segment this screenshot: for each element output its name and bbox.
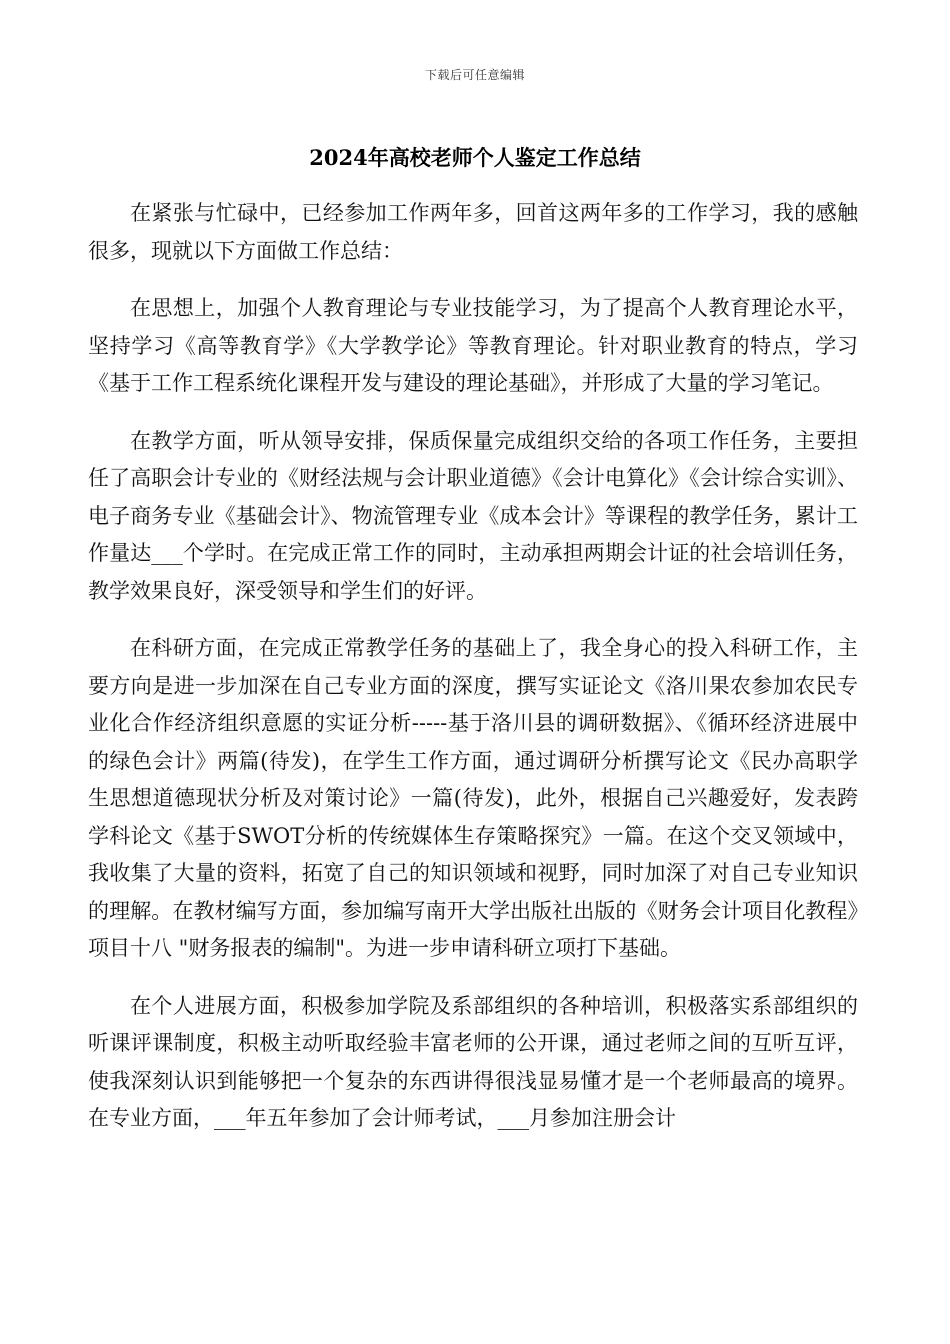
document-body xyxy=(88,195,858,1158)
paragraph-research: 在科研方面，在完成正常教学任务的基础上了，我全身心的投入科研工作，主要方向是进一步加深在自己专业方面的深度，撰写实证论文《洛川果农参加农民专业化合作经济组织意愿的实证分析-----基于洛川县的调研数据》、《循环经济进展中的绿色会计》两篇(待发)，在学生工作方面，通过调研分析撰写论文《民办高职学生思想道德现状分析及对策讨论》一篇(待发)，此外，根据自己兴趣爱好，发表跨学科论文《基于SWOT分析的传统媒体生存策略探究》一篇。在这个交叉领域中，我收集了大量的资料，拓宽了自己的知识领域和视野，同时加深了对自己专业知识的理解。在教材编写方面，参加编写南开大学出版社出版的《财务会计项目化教程》项目十八 "财务报表的编制"。为进一步申请科研立项打下基础。 xyxy=(88,636,858,960)
header-note: 下载后可任意编辑 xyxy=(424,68,525,82)
paragraph-intro: 在紧张与忙碌中，已经参加工作两年多，回首这两年多的工作学习，我的感触很多，现就以下方面做工作总结： xyxy=(88,201,858,263)
paragraph-personal-development: 在个人进展方面，积极参加学院及系部组织的各种培训，积极落实系部组织的听课评课制度，积极主动听取经验丰富老师的公开课，通过老师之间的互听互评，使我深刻认识到能够把一个复杂的东西讲得很浅显易懂才是一个老师最高的境界。在专业方面，___年五年参加了会计师考试，___月参加注册会计 xyxy=(88,993,858,1130)
paragraph-thought: 在思想上，加强个人教育理论与专业技能学习，为了提高个人教育理论水平，坚持学习《高等教育学》《大学教学论》等教育理论。针对职业教育的特点，学习《基于工作工程系统化课程开发与建设的理论基础》，并形成了大量的学习笔记。 xyxy=(88,296,858,395)
document-title: 2024年高校老师个人鉴定工作总结 xyxy=(309,145,641,170)
paragraph-teaching: 在教学方面，听从领导安排，保质保量完成组织交给的各项工作任务，主要担任了高职会计专业的《财经法规与会计职业道德》《会计电算化》《会计综合实训》、电子商务专业《基础会计》、物流管理专业《成本会计》等课程的教学任务，累计工作量达___个学时。在完成正常工作的同时，主动承担两期会计证的社会培训任务，教学效果良好，深受领导和学生们的好评。 xyxy=(88,428,858,603)
